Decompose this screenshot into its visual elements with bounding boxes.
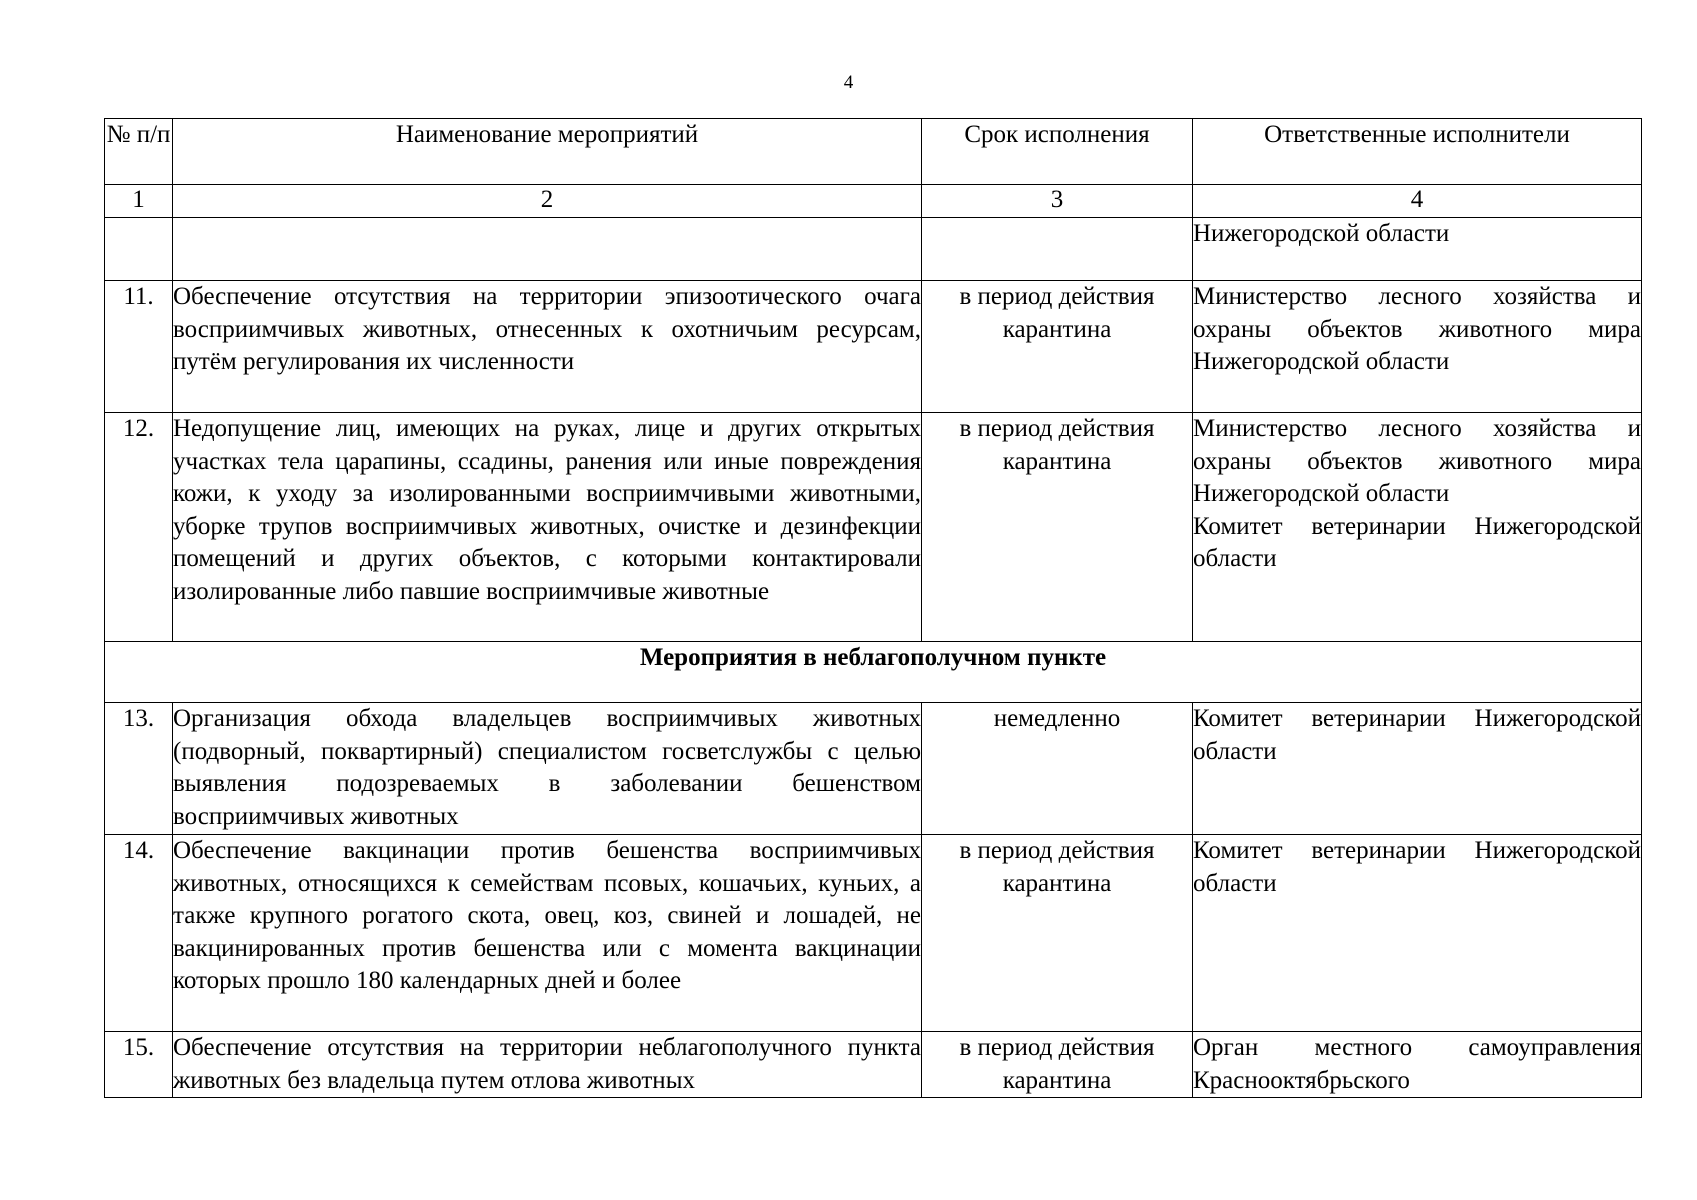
header-num: № п/п xyxy=(105,119,173,185)
responsible-entry: Комитет ветеринарии Нижегородской области xyxy=(1193,705,1641,765)
header-responsible: Ответственные исполнители xyxy=(1193,119,1642,185)
responsible-entry: Министерство лесного хозяйства и охраны объектов животного мира Нижегородской области xyxy=(1193,415,1641,507)
column-index: 1 xyxy=(105,185,173,218)
page-number: 4 xyxy=(843,72,854,93)
measures-table xyxy=(104,118,1642,1098)
column-index: 4 xyxy=(1193,185,1642,218)
row-responsible xyxy=(1193,1032,1642,1098)
row-term: в период действия карантина xyxy=(922,835,1193,1032)
row-name: Обеспечение вакцинации против бешенства восприимчивых животных, относящихся к семействам псовых, кошачьих, куньих, а также крупного рогатого скота, овец, коз, свиней и лошадей, не вакцинированных против бешенства или с момента вакцинации которых прошло 180 календарных дней и более xyxy=(173,835,922,1032)
row-name: Обеспечение отсутствия на территории эпизоотического очага восприимчивых животных, отнесенных к охотничьим ресурсам, путём регулирования их численности xyxy=(173,281,922,413)
row-name: Недопущение лиц, имеющих на руках, лице и других открытых участках тела царапины, ссадины, ранения или иные повреждения кожи, к уходу за изолированными восприимчивыми животными, уборке трупов восприимчивых животных, очистке и дезинфекции помещений и других объектов, с которыми контактировали изолированные либо павшие восприимчивые животные xyxy=(173,413,922,642)
column-index-row xyxy=(105,185,1642,218)
responsible-entry: Комитет ветеринарии Нижегородской области xyxy=(1193,837,1641,897)
responsible-entry: Орган местного самоуправления Краснооктябрьского xyxy=(1193,1034,1641,1094)
continuation-row xyxy=(105,218,1642,281)
row-name xyxy=(173,218,922,281)
row-num: 11. xyxy=(105,281,173,413)
row-term: немедленно xyxy=(922,703,1193,835)
row-responsible: Нижегородской области xyxy=(1193,218,1642,281)
row-term: в период действия карантина xyxy=(922,413,1193,642)
row-num: 13. xyxy=(105,703,173,835)
table-row xyxy=(105,413,1642,642)
row-responsible xyxy=(1193,703,1642,835)
row-num: 14. xyxy=(105,835,173,1032)
row-term xyxy=(922,218,1193,281)
row-responsible xyxy=(1193,281,1642,413)
row-num: 12. xyxy=(105,413,173,642)
section-title: Мероприятия в неблагополучном пункте xyxy=(105,642,1642,703)
column-index: 3 xyxy=(922,185,1193,218)
header-term: Срок исполнения xyxy=(922,119,1193,185)
row-responsible xyxy=(1193,413,1642,642)
row-responsible xyxy=(1193,835,1642,1032)
header-row xyxy=(105,119,1642,185)
row-term: в период действия карантина xyxy=(922,281,1193,413)
table-row xyxy=(105,1032,1642,1098)
responsible-entry: Комитет ветеринарии Нижегородской области xyxy=(1193,512,1641,572)
row-name: Обеспечение отсутствия на территории неблагополучного пункта животных без владельца путем отлова животных xyxy=(173,1032,922,1098)
row-num: 15. xyxy=(105,1032,173,1098)
table-row xyxy=(105,835,1642,1032)
responsible-entry: Министерство лесного хозяйства и охраны объектов животного мира Нижегородской области xyxy=(1193,283,1641,375)
table-row xyxy=(105,281,1642,413)
row-term: в период действия карантина xyxy=(922,1032,1193,1098)
row-num xyxy=(105,218,173,281)
row-name: Организация обхода владельцев восприимчивых животных (подворный, поквартирный) специалистом госветслужбы с целью выявления подозреваемых в заболевании бешенством восприимчивых животных xyxy=(173,703,922,835)
table-row xyxy=(105,703,1642,835)
header-name: Наименование мероприятий xyxy=(173,119,922,185)
section-row xyxy=(105,642,1642,703)
column-index: 2 xyxy=(173,185,922,218)
